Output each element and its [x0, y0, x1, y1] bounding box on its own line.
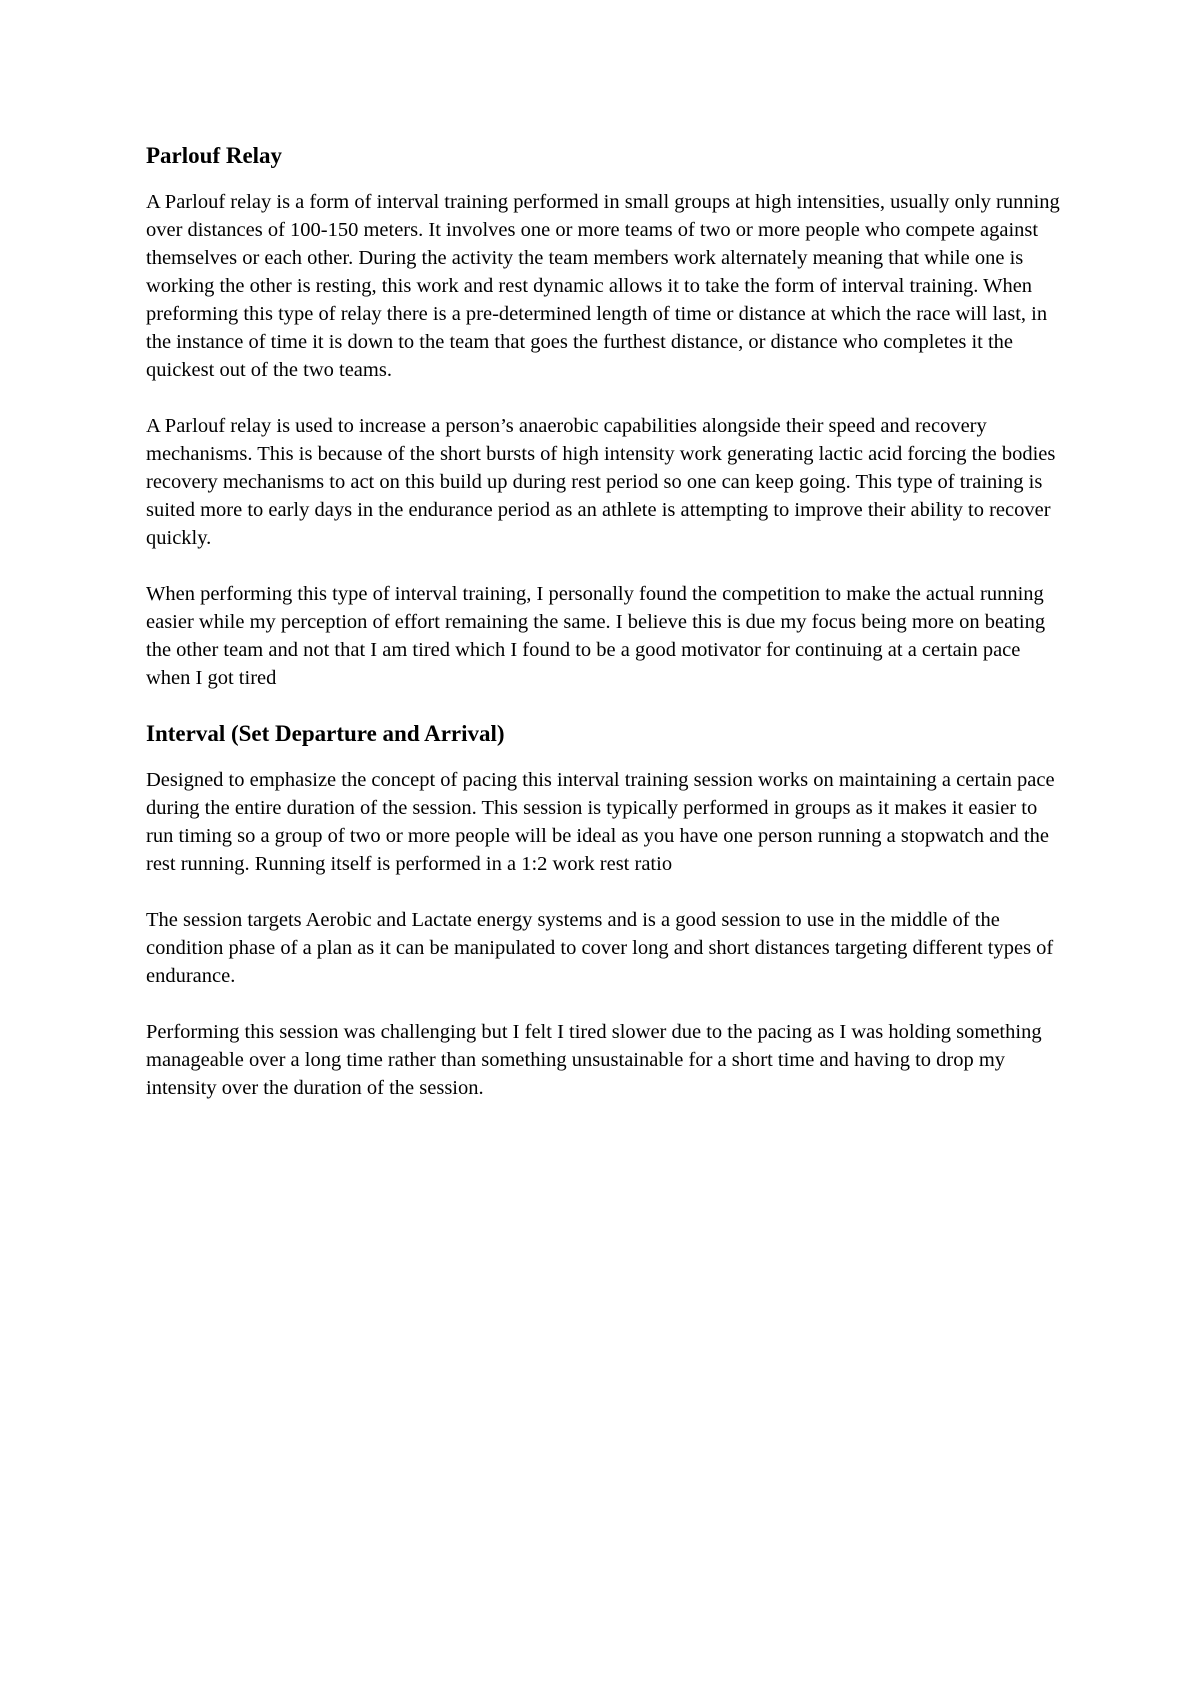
paragraph: When performing this type of interval training, I personally found the competition to make the actual running easier while my perception of effort remaining the same. I believe this is due my focus being more on beating the other team and not that I am tired which I found to be a good motivator for continuing at a certain pace when I got tired — [146, 583, 1046, 689]
paragraph: A Parlouf relay is a form of interval training performed in small groups at high intensities, usually only running over distances of 100-150 meters. It involves one or more teams of two or more people who compete against themselves or each other. During the activity the team members work alternately meaning that while one is working the other is resting, this work and rest dynamic allows it to take the form of interval training. When preforming this type of relay there is a pre-determined length of time or distance at which the race will last, in the instance of time it is down to the team that goes the furthest distance, or distance who completes it the quickest out of the two teams. — [146, 191, 1060, 381]
document-page — [146, 142, 1066, 1130]
section-heading: Parlouf Relay — [146, 143, 283, 168]
paragraph: A Parlouf relay is used to increase a person’s anaerobic capabilities alongside their speed and recovery mechanisms. This is because of the short bursts of high intensity work generating lactic acid forcing the bodies recovery mechanisms to act on this build up during rest period so one can keep going. This type of training is suited more to early days in the endurance period as an athlete is attempting to improve their ability to recover quickly. — [146, 415, 1056, 549]
section-interval — [146, 720, 1066, 1102]
paragraph: The session targets Aerobic and Lactate energy systems and is a good session to use in the middle of the condition phase of a plan as it can be manipulated to cover long and short distances targeting different types of endurance. — [146, 909, 1054, 987]
section-heading: Interval (Set Departure and Arrival) — [146, 721, 505, 746]
section-parlouf-relay — [146, 142, 1066, 692]
paragraph: Performing this session was challenging but I felt I tired slower due to the pacing as I was holding something manageable over a long time rather than something unsustainable for a short time and having to drop my intensity over the duration of the session. — [146, 1021, 1042, 1099]
paragraph: Designed to emphasize the concept of pacing this interval training session works on maintaining a certain pace during the entire duration of the session. This session is typically performed in groups as it makes it easier to run timing so a group of two or more people will be ideal as you have one person running a stopwatch and the rest running. Running itself is performed in a 1:2 work rest ratio — [146, 769, 1055, 875]
